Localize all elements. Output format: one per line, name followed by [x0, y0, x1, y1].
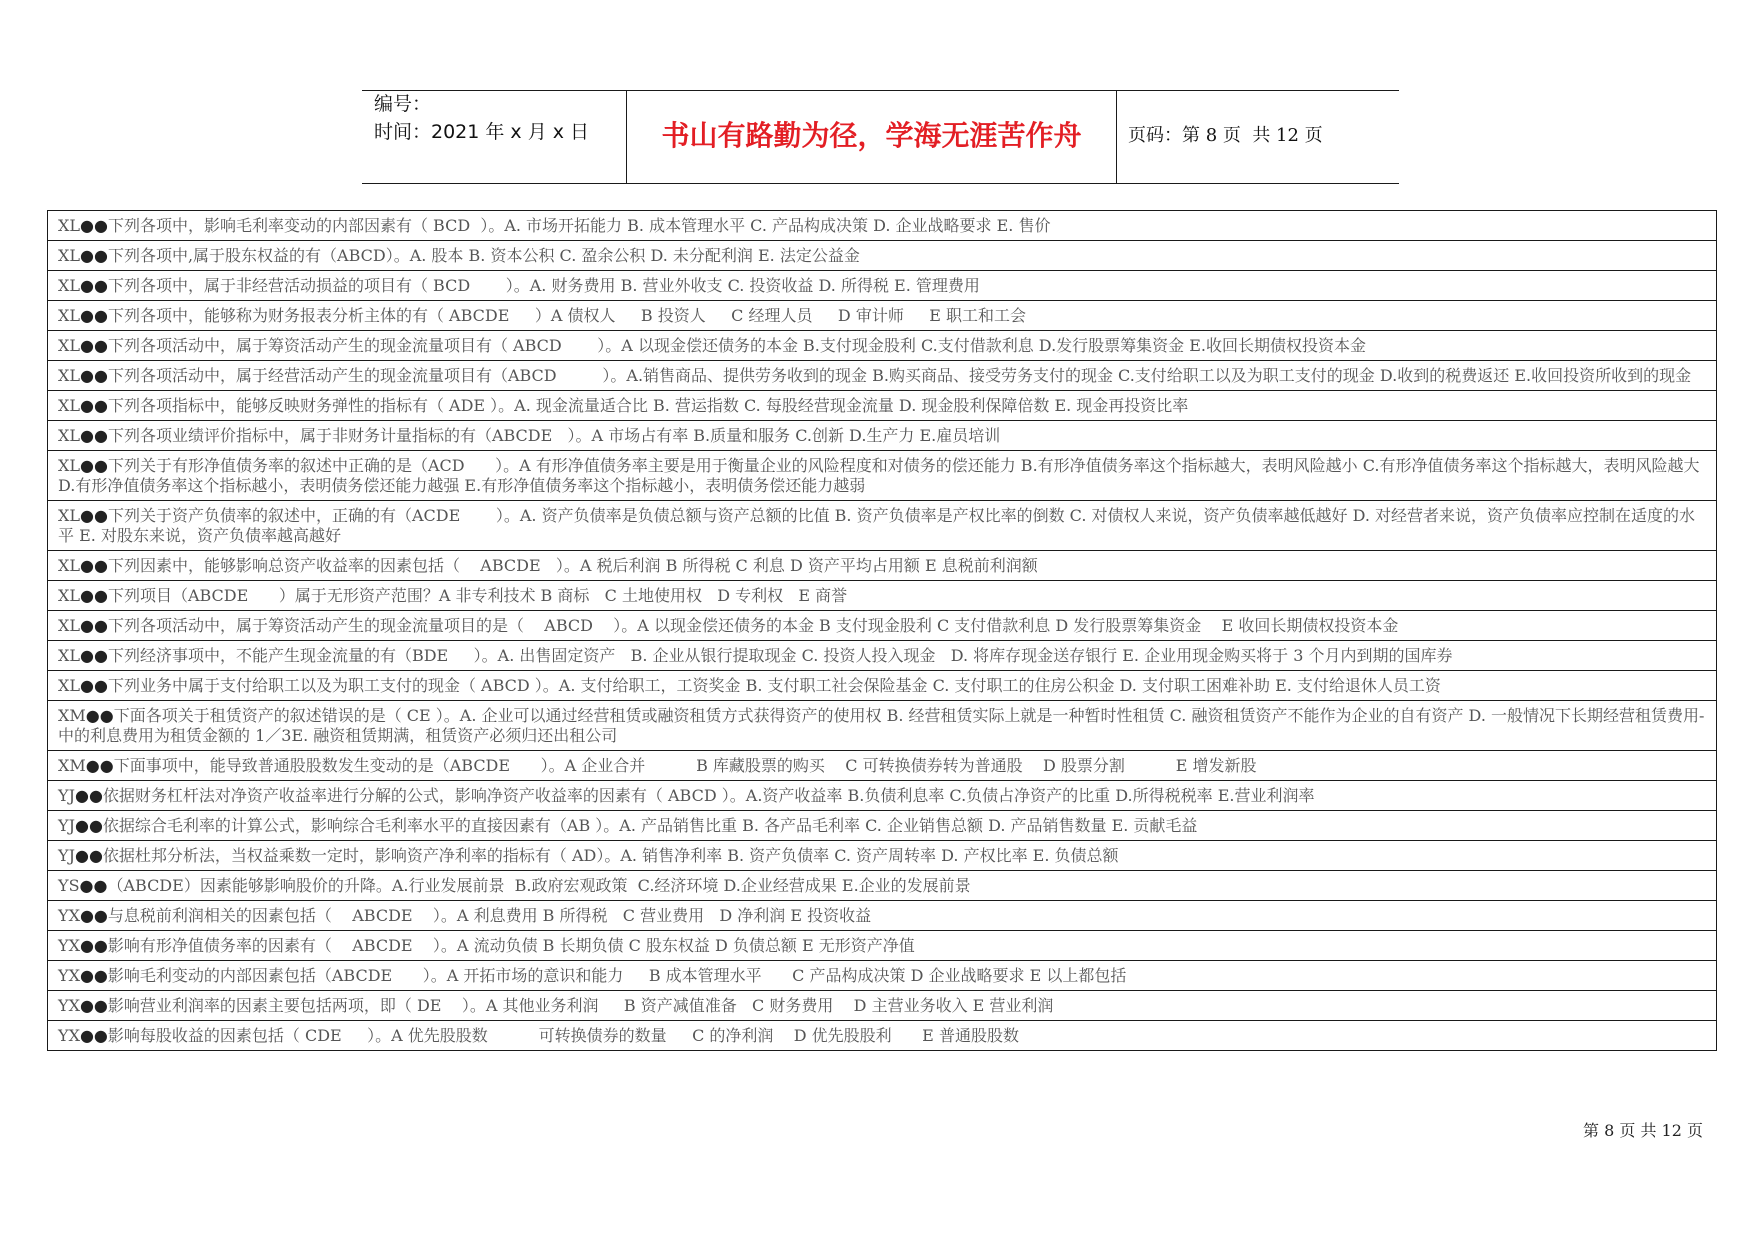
header-divider-right	[1116, 90, 1117, 184]
bullet-marker: ●●	[79, 936, 108, 955]
bullet-marker: ●●	[80, 556, 108, 575]
date-label: 时间：2021 年 x 月 x 日	[374, 121, 590, 143]
question-row	[48, 421, 1716, 451]
bullet-marker: ●●	[80, 216, 108, 235]
bullet-marker: ●●	[85, 706, 114, 725]
question-code: XL	[58, 556, 81, 575]
question-row	[48, 811, 1716, 841]
bullet-marker: ●●	[85, 756, 114, 775]
bullet-marker: ●●	[74, 816, 103, 835]
bullet-marker: ●●	[80, 426, 108, 445]
question-code: XL	[58, 276, 81, 295]
question-code: XL	[58, 246, 81, 265]
question-code: YX	[58, 936, 80, 955]
question-row	[48, 931, 1716, 961]
bullet-marker: ●●	[80, 646, 108, 665]
question-row	[48, 361, 1716, 391]
header-page-info: 页码：第 8 页 共 12 页	[1128, 125, 1323, 146]
question-text: 影响每股收益的因素包括（ CDE ）。A 优先股股数 可转换债券的数量 C 的净利润 D 优先股股利 E 普通股股数	[107, 1026, 1019, 1045]
footer-page-number: 第 8 页 共 12 页	[1583, 1121, 1703, 1140]
question-code: XL	[58, 676, 81, 695]
bullet-marker: ●●	[80, 506, 108, 525]
question-row	[48, 781, 1716, 811]
question-row	[48, 871, 1716, 901]
bullet-marker: ●●	[79, 1026, 108, 1045]
question-text: 下列业务中属于支付给职工以及为职工支付的现金（ ABCD ）。A. 支付给职工，工资奖金 B. 支付职工社会保险基金 C. 支付职工的住房公积金 D. 支付职工困难补助 E. 支付给退休人员工资	[107, 676, 1441, 695]
question-code: YX	[58, 1026, 80, 1045]
bullet-marker: ●●	[80, 276, 108, 295]
question-row	[48, 671, 1716, 701]
question-row	[48, 901, 1716, 931]
question-code: XL	[58, 456, 81, 475]
question-text: 下列各项中,属于股东权益的有（ABCD）。A. 股本 B. 资本公积 C. 盈余公积 D. 未分配利润 E. 法定公益金	[107, 246, 860, 265]
question-code: YJ	[58, 816, 75, 835]
question-row	[48, 581, 1716, 611]
question-code: XL	[58, 366, 81, 385]
bullet-marker: ●●	[79, 876, 108, 895]
question-text: 依据杜邦分析法，当权益乘数一定时，影响资产净利率的指标有（ AD）。A. 销售净利率 B. 资产负债率 C. 资产周转率 D. 产权比率 E. 负债总额	[102, 846, 1119, 865]
question-row	[48, 391, 1716, 421]
question-text: 下列各项活动中，属于筹资活动产生的现金流量项目有（ ABCD ）。A 以现金偿还债务的本金 B.支付现金股利 C.支付借款利息 D.发行股票筹集资金 E.收回长期债权投资本金	[107, 336, 1367, 355]
question-code: XM	[58, 706, 86, 725]
question-text: 下列经济事项中，不能产生现金流量的有（BDE ）。A. 出售固定资产 B. 企业从银行提取现金 C. 投资人投入现金 D. 将库存现金送存银行 E. 企业用现金购买将于 3 个月内到期的国库券	[107, 646, 1453, 665]
question-code: YS	[58, 876, 80, 895]
question-row	[48, 611, 1716, 641]
question-code: XL	[58, 506, 81, 525]
question-code: XL	[58, 306, 81, 325]
question-code: YX	[58, 966, 80, 985]
bullet-marker: ●●	[80, 456, 108, 475]
question-text: 依据财务杠杆法对净资产收益率进行分解的公式，影响净资产收益率的因素有（ ABCD ）。A.资产收益率 B.负债利息率 C.负债占净资产的比重 D.所得税税率 E.营业利润率	[102, 786, 1315, 805]
bullet-marker: ●●	[80, 246, 108, 265]
question-row	[48, 271, 1716, 301]
question-code: XL	[58, 586, 81, 605]
bullet-marker: ●●	[80, 396, 108, 415]
question-code: XL	[58, 336, 81, 355]
question-text: 下列各项活动中，属于筹资活动产生的现金流量项目的是（ ABCD ）。A 以现金偿还债务的本金 B 支付现金股利 C 支付借款利息 D 发行股票筹集资金 E 收回长期债权投资本金	[107, 616, 1399, 635]
bullet-marker: ●●	[74, 846, 103, 865]
question-row	[48, 701, 1716, 751]
header-top-rule	[362, 90, 1399, 91]
bullet-marker: ●●	[80, 336, 108, 355]
question-text: 下列关于资产负债率的叙述中，正确的有（ACDE ）。A. 资产负债率是负债总额与资产总额的比值 B. 资产负债率是产权比率的倒数 C. 对债权人来说，资产负债率越低越好 D. 对经营者来说，资产负债率应控制在适度的水平 E. 对股东来说，资产负债率越高越好	[58, 506, 1696, 545]
question-code: YX	[58, 906, 80, 925]
question-row	[48, 1021, 1716, 1050]
question-row	[48, 211, 1716, 241]
question-text: 下列各项指标中，能够反映财务弹性的指标有（ ADE ）。A. 现金流量适合比 B. 营运指数 C. 每股经营现金流量 D. 现金股利保障倍数 E. 现金再投资比率	[107, 396, 1189, 415]
header-bottom-rule	[362, 183, 1399, 184]
question-code: XL	[58, 396, 81, 415]
question-text: 下列因素中，能够影响总资产收益率的因素包括（ ABCDE ）。A 税后利润 B 所得税 C 利息 D 资产平均占用额 E 息税前利润额	[107, 556, 1038, 575]
bullet-marker: ●●	[79, 906, 108, 925]
question-text: （ABCDE）因素能够影响股价的升降。A.行业发展前景 B.政府宏观政策 C.经济环境 D.企业经营成果 E.企业的发展前景	[107, 876, 971, 895]
question-text: 影响有形净值债务率的因素有（ ABCDE ）。A 流动负债 B 长期负债 C 股东权益 D 负债总额 E 无形资产净值	[107, 936, 915, 955]
bullet-marker: ●●	[80, 586, 108, 605]
question-row	[48, 641, 1716, 671]
bullet-marker: ●●	[79, 996, 108, 1015]
bullet-marker: ●●	[80, 306, 108, 325]
question-code: XL	[58, 426, 81, 445]
question-text: 下列项目（ABCDE ）属于无形资产范围？A 非专利技术 B 商标 C 土地使用权 D 专利权 E 商誉	[107, 586, 848, 605]
motto-title: 书山有路勤为径，学海无涯苦作舟	[661, 119, 1082, 152]
question-text: 下列各项中，属于非经营活动损益的项目有（ BCD ）。A. 财务费用 B. 营业外收支 C. 投资收益 D. 所得税 E. 管理费用	[107, 276, 980, 295]
question-text: 与息税前利润相关的因素包括（ ABCDE ）。A 利息费用 B 所得税 C 营业费用 D 净利润 E 投资收益	[107, 906, 872, 925]
question-row	[48, 501, 1716, 551]
bullet-marker: ●●	[79, 966, 108, 985]
question-row	[48, 451, 1716, 501]
question-code: XL	[58, 616, 81, 635]
question-row	[48, 991, 1716, 1021]
question-row	[48, 331, 1716, 361]
bullet-marker: ●●	[80, 616, 108, 635]
question-text: 影响营业利润率的因素主要包括两项，即（ DE ）。A 其他业务利润 B 资产减值准备 C 财务费用 D 主营业务收入 E 营业利润	[107, 996, 1054, 1015]
question-text: 下列各项中，能够称为财务报表分析主体的有（ ABCDE ）A 债权人 B 投资人 C 经理人员 D 审计师 E 职工和工会	[107, 306, 1027, 325]
question-row	[48, 301, 1716, 331]
question-table	[47, 210, 1717, 1051]
question-text: 下面各项关于租赁资产的叙述错误的是（ CE ）。A. 企业可以通过经营租赁或融资租赁方式获得资产的使用权 B. 经营租赁实际上就是一种暂时性租赁 C. 融资租赁资产不能作为企业的自有资产 D. 一般情况下长期经营租赁费用-中的利息费用为租赁金额的 1／3E. 融资租赁期满，租赁资产必须归还出租公司	[58, 706, 1705, 745]
question-code: YJ	[58, 846, 75, 865]
question-text: 下列各项活动中，属于经营活动产生的现金流量项目有（ABCD ）。A.销售商品、提供劳务收到的现金 B.购买商品、接受劳务支付的现金 C.支付给职工以及为职工支付的现金 D.收到的税费返还 E.收回投资所收到的现金	[107, 366, 1692, 385]
question-text: 下列各项业绩评价指标中，属于非财务计量指标的有（ABCDE ）。A 市场占有率 B.质量和服务 C.创新 D.生产力 E.雇员培训	[107, 426, 1001, 445]
question-text: 下面事项中，能导致普通股股数发生变动的是（ABCDE ）。A 企业合并 B 库藏股票的购买 C 可转换债券转为普通股 D 股票分割 E 增发新股	[113, 756, 1257, 775]
bullet-marker: ●●	[80, 676, 108, 695]
question-text: 下列各项中，影响毛利率变动的内部因素有（ BCD ）。A. 市场开拓能力 B. 成本管理水平 C. 产品构成决策 D. 企业战略要求 E. 售价	[107, 216, 1051, 235]
bullet-marker: ●●	[74, 786, 103, 805]
bullet-marker: ●●	[80, 366, 108, 385]
question-row	[48, 241, 1716, 271]
question-code: XM	[58, 756, 86, 775]
question-text: 影响毛利变动的内部因素包括（ABCDE ）。A 开拓市场的意识和能力 B 成本管理水平 C 产品构成决策 D 企业战略要求 E 以上都包括	[107, 966, 1127, 985]
serial-number-label: 编号：	[374, 93, 432, 115]
question-code: YJ	[58, 786, 75, 805]
question-row	[48, 841, 1716, 871]
question-text: 下列关于有形净值债务率的叙述中正确的是（ACD ）。A 有形净值债务率主要是用于衡量企业的风险程度和对债务的偿还能力 B.有形净值债务率这个指标越大，表明风险越小 C.有形净值债务率这个指标越大，表明风险越大 D.有形净值债务率这个指标越小，表明债务偿还能力越强 E.有形净值债务率这个指标越小，表明债务偿还能力越弱	[58, 456, 1705, 495]
question-row	[48, 961, 1716, 991]
question-code: XL	[58, 646, 81, 665]
question-code: YX	[58, 996, 80, 1015]
question-row	[48, 551, 1716, 581]
question-row	[48, 751, 1716, 781]
question-code: XL	[58, 216, 81, 235]
question-text: 依据综合毛利率的计算公式，影响综合毛利率水平的直接因素有（AB ）。A. 产品销售比重 B. 各产品毛利率 C. 企业销售总额 D. 产品销售数量 E. 贡献毛益	[102, 816, 1198, 835]
